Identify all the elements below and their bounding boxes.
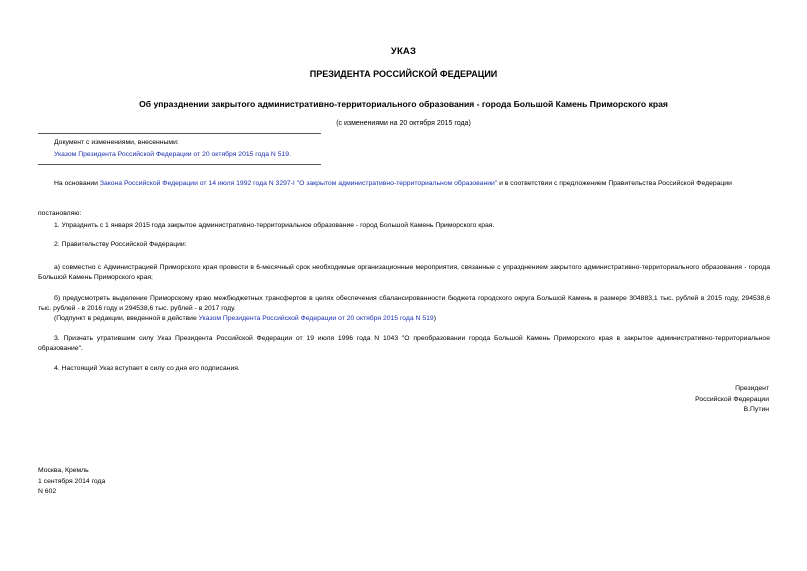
signature-block <box>695 384 769 416</box>
note-start: (Подпункт в редакции, введенной в действие <box>54 315 199 322</box>
footer-date: 1 сентября 2014 года <box>38 477 106 485</box>
footer-block <box>38 466 105 498</box>
divider-bottom <box>38 164 321 165</box>
preamble <box>38 179 770 189</box>
signature-name: В.Путин <box>743 406 769 414</box>
footer-place: Москва, Кремль <box>38 467 89 474</box>
signature-title: Президент <box>735 385 769 392</box>
amendment-link[interactable]: Указом Президента Российской Федерации от 20 октября 2015 года N 519 <box>198 315 434 322</box>
paragraph-4: 4. Настоящий Указ вступает в силу со дня его подписания. <box>54 365 240 372</box>
note-end: ) <box>433 315 436 322</box>
document-title: УКАЗ <box>390 46 417 57</box>
decree-word: постановляю: <box>38 210 82 217</box>
revision-note: (с изменениями на 20 октября 2015 года) <box>336 120 471 127</box>
amendments-label: Документ с изменениями, внесенными: <box>54 139 179 146</box>
divider-top <box>38 133 321 134</box>
document-subject: Об упразднении закрытого административно-территориального образования - города Большой Камень Приморского края <box>139 99 668 109</box>
document-issuer: ПРЕЗИДЕНТА РОССИЙСКОЙ ФЕДЕРАЦИИ <box>309 69 498 79</box>
paragraph-2a: а) совместно с Администрацией Приморского края провести в 6-месячный срок необходимые организационные мероприятия, связанные с упразднением закрытого административно-территориального образования - города Большой Камень Приморского края; <box>38 264 770 281</box>
footer-number: N 602 <box>38 488 57 496</box>
law-link[interactable]: Закона Российской Федерации от 14 июля 1992 года N 3297-I "О закрытом административно-территориальном образовании" <box>99 180 498 187</box>
preamble-end: и в соответствии с предложением Правительства Российской Федерации <box>497 180 732 187</box>
paragraph-1: 1. Упразднить с 1 января 2015 года закрытое административно-территориальное образование - город Большой Камень Приморского края. <box>54 222 495 229</box>
signature-country: Российской Федерации <box>695 395 769 403</box>
paragraph-2: 2. Правительству Российской Федерации: <box>54 241 187 248</box>
amendments-link[interactable]: Указом Президента Российской Федерации от 20 октября 2015 года N 519. <box>54 151 291 158</box>
paragraph-2b: б) предусмотреть выделение Приморскому краю межбюджетных трансфертов в целях обеспечения сбалансированности бюджета городского округа Большой Камень в размере 304883,1 тыс. рублей в 2015 году, 294538,6 тыс. рублей - в 2016 году и 294538,6 тыс. рублей - в 2017 году. <box>38 295 770 312</box>
preamble-start: На основании <box>54 180 98 187</box>
paragraph-2b-note <box>38 314 770 324</box>
paragraph-3: 3. Признать утратившим силу Указ Президента Российской Федерации от 19 июля 1996 года N 1043 "О преобразовании города Большой Камень Приморского края в закрытое административно-территориальное образование". <box>38 335 770 352</box>
